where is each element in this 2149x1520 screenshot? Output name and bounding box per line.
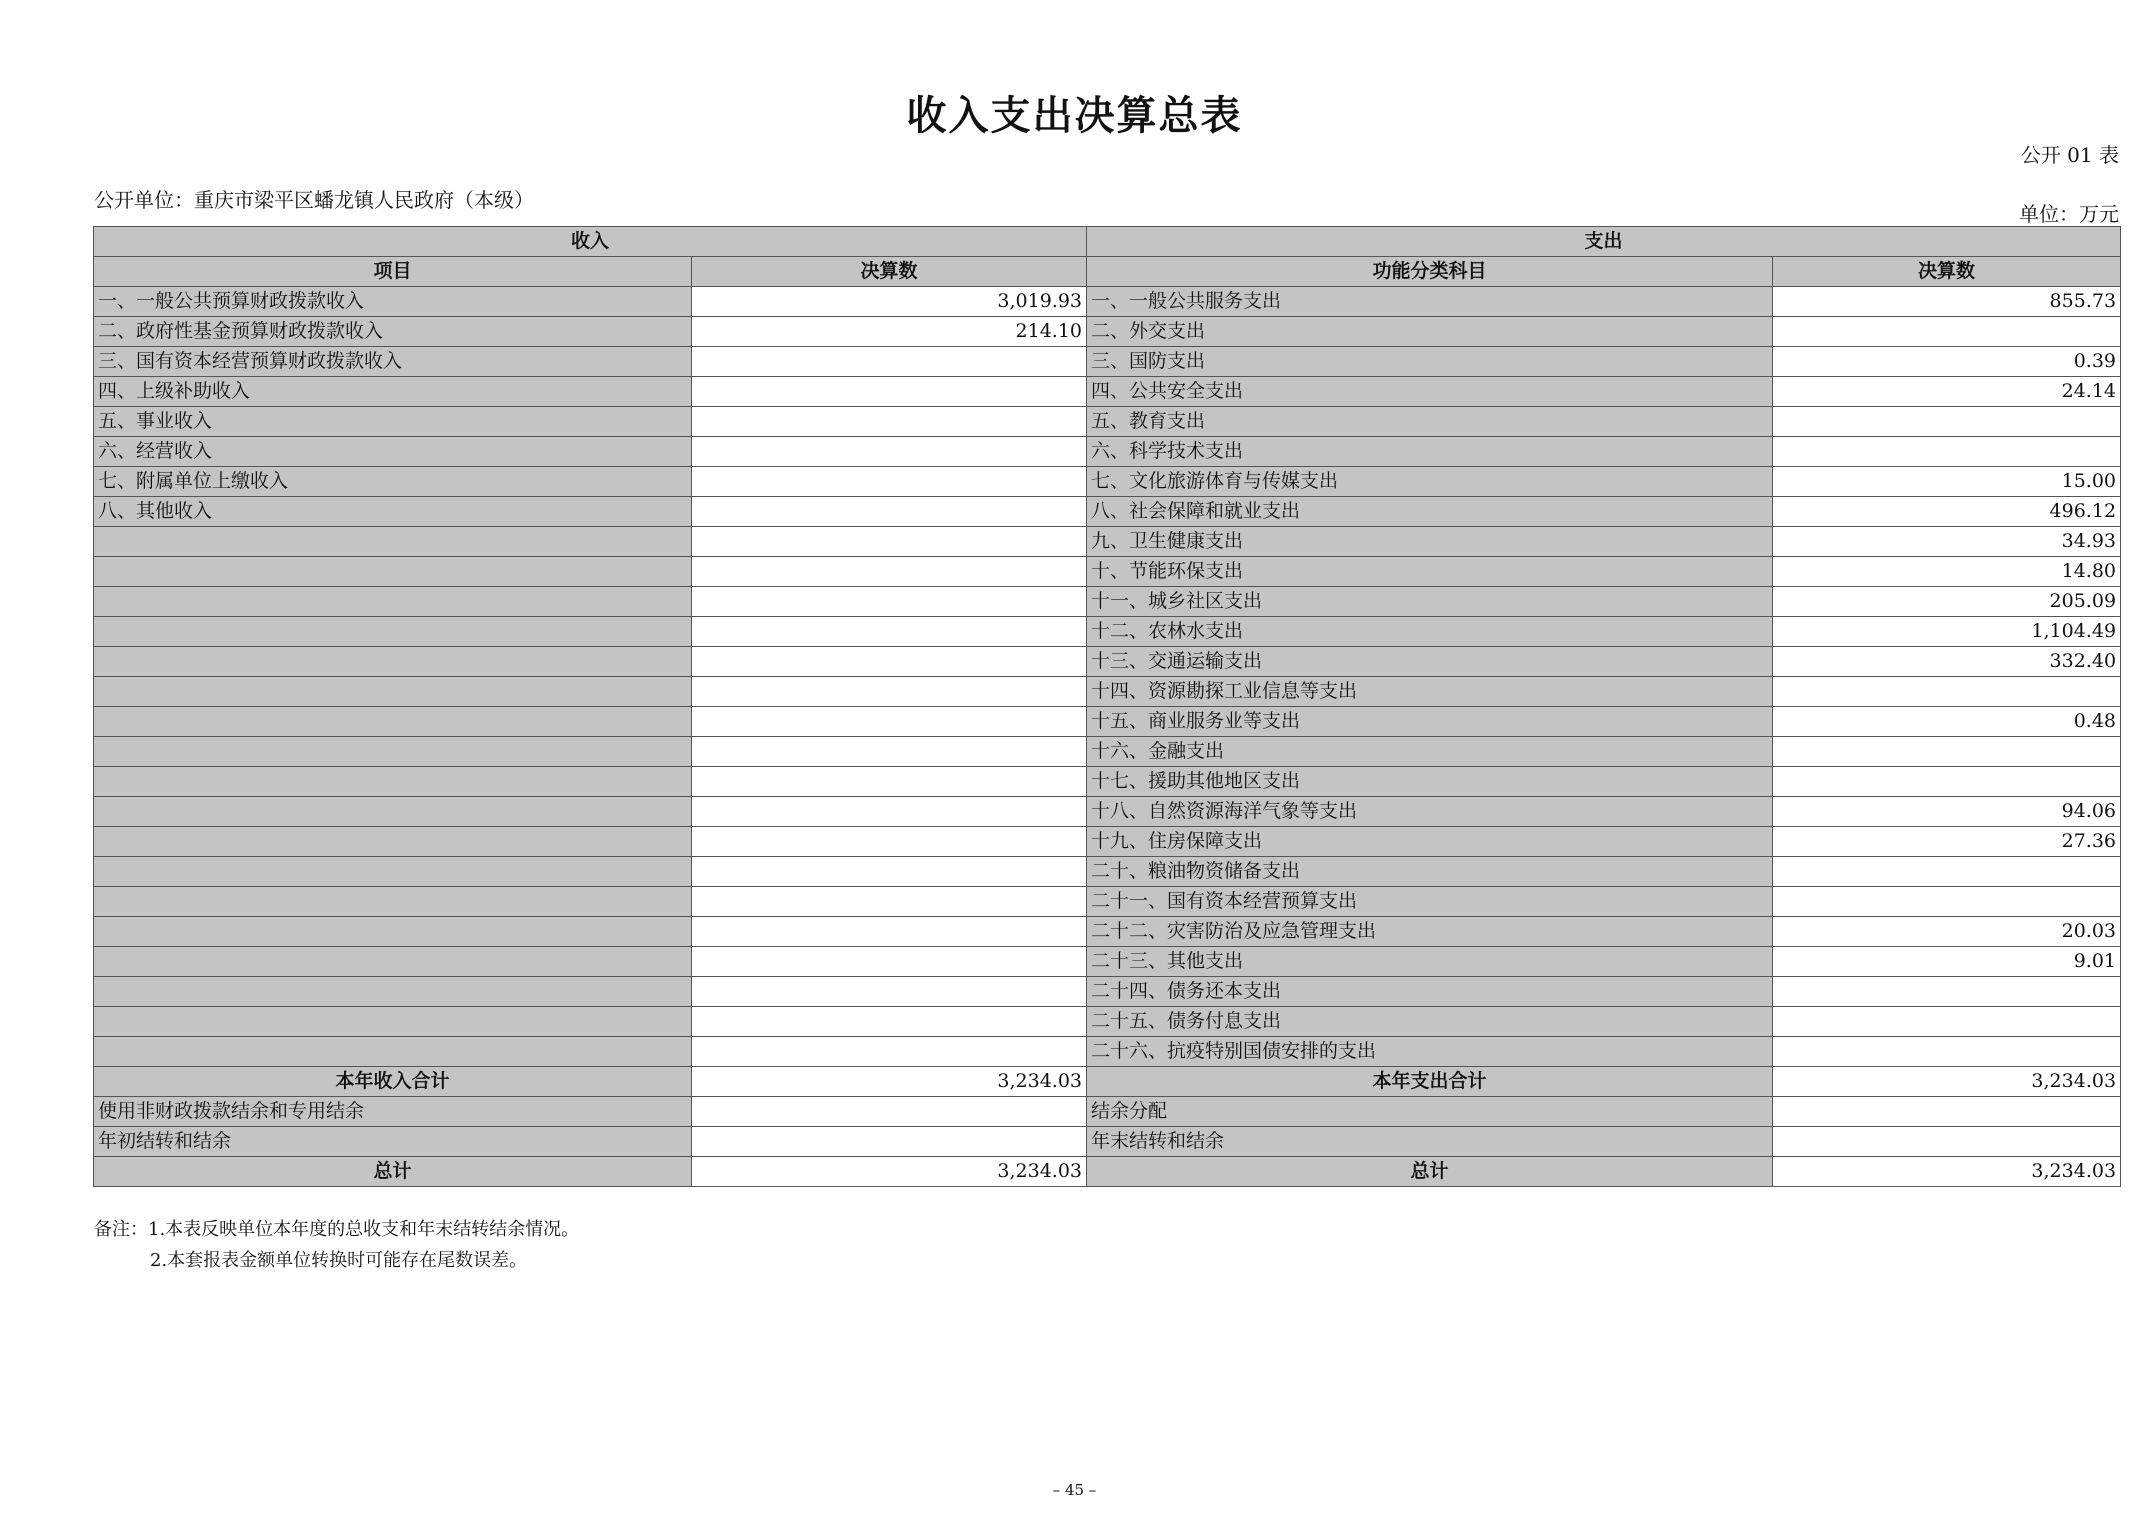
table-row: [94, 767, 2121, 797]
extra-income-item: 使用非财政拨款结余和专用结余: [94, 1097, 692, 1127]
income-item: [94, 587, 692, 617]
expense-item: 二十、粮油物资储备支出: [1087, 857, 1773, 887]
expense-item: 七、文化旅游体育与传媒支出: [1087, 467, 1773, 497]
note-line-1: 备注：1.本表反映单位本年度的总收支和年末结转结余情况。: [94, 1219, 580, 1240]
expense-amount: [1773, 857, 2121, 887]
income-amount: [692, 797, 1087, 827]
expense-item: 三、国防支出: [1087, 347, 1773, 377]
table-row: [94, 287, 2121, 317]
expense-amount: 0.39: [1773, 347, 2121, 377]
income-item: [94, 887, 692, 917]
expense-amount: [1773, 407, 2121, 437]
income-item: [94, 1037, 692, 1067]
income-amount: [692, 377, 1087, 407]
extra-income-item: 年初结转和结余: [94, 1127, 692, 1157]
income-amount: 214.10: [692, 317, 1087, 347]
year-expense-total-label: 本年支出合计: [1087, 1067, 1773, 1097]
income-amount: [692, 737, 1087, 767]
year-expense-total-amount: 3,234.03: [1773, 1067, 2121, 1097]
income-amount: [692, 707, 1087, 737]
table-row: [94, 917, 2121, 947]
income-amount: [692, 647, 1087, 677]
income-item: [94, 617, 692, 647]
extra-income-amount: [692, 1097, 1087, 1127]
table-row: [94, 437, 2121, 467]
income-item: [94, 737, 692, 767]
table-footer: [94, 1067, 2121, 1187]
expense-item: 十八、自然资源海洋气象等支出: [1087, 797, 1773, 827]
table-row: [94, 557, 2121, 587]
income-amount: [692, 827, 1087, 857]
expense-amount-column-header: 决算数: [1773, 257, 2121, 287]
income-amount: [692, 1007, 1087, 1037]
grand-income-total-amount: 3,234.03: [692, 1157, 1087, 1187]
expense-amount: [1773, 977, 2121, 1007]
expense-item: 十七、援助其他地区支出: [1087, 767, 1773, 797]
income-item: [94, 527, 692, 557]
income-item: 八、其他收入: [94, 497, 692, 527]
expense-amount: 0.48: [1773, 707, 2121, 737]
expense-amount: [1773, 1007, 2121, 1037]
expense-item: 二十六、抗疫特别国债安排的支出: [1087, 1037, 1773, 1067]
income-item: 五、事业收入: [94, 407, 692, 437]
expense-item: 一、一般公共服务支出: [1087, 287, 1773, 317]
income-item: 二、政府性基金预算财政拨款收入: [94, 317, 692, 347]
income-amount: [692, 437, 1087, 467]
expense-amount: 34.93: [1773, 527, 2121, 557]
income-amount: [692, 347, 1087, 377]
income-item: [94, 647, 692, 677]
table-row: [94, 377, 2121, 407]
expense-item: 六、科学技术支出: [1087, 437, 1773, 467]
function-subject-column-header: 功能分类科目: [1087, 257, 1773, 287]
expense-item: 二十一、国有资本经营预算支出: [1087, 887, 1773, 917]
expense-amount: 20.03: [1773, 917, 2121, 947]
expense-item: 四、公共安全支出: [1087, 377, 1773, 407]
expense-item: 十三、交通运输支出: [1087, 647, 1773, 677]
expense-amount: 205.09: [1773, 587, 2121, 617]
table-row: [94, 317, 2121, 347]
income-amount: [692, 677, 1087, 707]
income-amount-column-header: 决算数: [692, 257, 1087, 287]
table-row: [94, 467, 2121, 497]
table-row: [94, 827, 2121, 857]
extra-row: [94, 1097, 2121, 1127]
extra-expense-item: 结余分配: [1087, 1097, 1773, 1127]
extra-row: [94, 1127, 2121, 1157]
table-row: [94, 857, 2121, 887]
table-body: [94, 287, 2121, 1067]
table-row: [94, 587, 2121, 617]
income-amount: [692, 977, 1087, 1007]
income-item: 一、一般公共预算财政拨款收入: [94, 287, 692, 317]
income-amount: [692, 467, 1087, 497]
expense-amount: [1773, 767, 2121, 797]
income-item: [94, 947, 692, 977]
grand-total-row: [94, 1157, 2121, 1187]
income-amount: [692, 587, 1087, 617]
income-item: [94, 707, 692, 737]
expense-item: 二十二、灾害防治及应急管理支出: [1087, 917, 1773, 947]
expense-amount: [1773, 737, 2121, 767]
extra-expense-amount: [1773, 1097, 2121, 1127]
expense-item: 八、社会保障和就业支出: [1087, 497, 1773, 527]
expense-amount: [1773, 1037, 2121, 1067]
expense-item: 二十四、债务还本支出: [1087, 977, 1773, 1007]
expense-item: 十二、农林水支出: [1087, 617, 1773, 647]
income-amount: [692, 1037, 1087, 1067]
table-row: [94, 797, 2121, 827]
expense-amount: 496.12: [1773, 497, 2121, 527]
income-amount: [692, 947, 1087, 977]
expense-item: 十六、金融支出: [1087, 737, 1773, 767]
table-row: [94, 707, 2121, 737]
grand-income-total-label: 总计: [94, 1157, 692, 1187]
income-item: [94, 797, 692, 827]
income-item: [94, 917, 692, 947]
table-row: [94, 1007, 2121, 1037]
income-item: [94, 857, 692, 887]
income-item: 四、上级补助收入: [94, 377, 692, 407]
extra-income-amount: [692, 1127, 1087, 1157]
income-item: [94, 557, 692, 587]
income-amount: [692, 767, 1087, 797]
grand-expense-total-amount: 3,234.03: [1773, 1157, 2121, 1187]
income-amount: [692, 557, 1087, 587]
expense-item: 二十三、其他支出: [1087, 947, 1773, 977]
expense-amount: 15.00: [1773, 467, 2121, 497]
table-row: [94, 617, 2121, 647]
income-item: [94, 827, 692, 857]
table-row: [94, 347, 2121, 377]
expense-header: 支出: [1087, 227, 2121, 257]
expense-amount: 855.73: [1773, 287, 2121, 317]
table-row: [94, 1037, 2121, 1067]
income-item: 七、附属单位上缴收入: [94, 467, 692, 497]
expense-item: 九、卫生健康支出: [1087, 527, 1773, 557]
income-amount: 3,019.93: [692, 287, 1087, 317]
expense-item: 十四、资源勘探工业信息等支出: [1087, 677, 1773, 707]
expense-item: 十、节能环保支出: [1087, 557, 1773, 587]
income-item: [94, 677, 692, 707]
table-row: [94, 407, 2121, 437]
year-total-row: [94, 1067, 2121, 1097]
income-amount: [692, 887, 1087, 917]
expense-item: 二十五、债务付息支出: [1087, 1007, 1773, 1037]
income-header: 收入: [94, 227, 1087, 257]
year-income-total-label: 本年收入合计: [94, 1067, 692, 1097]
expense-amount: 9.01: [1773, 947, 2121, 977]
income-amount: [692, 407, 1087, 437]
income-item: 六、经营收入: [94, 437, 692, 467]
income-expense-table: [93, 226, 2121, 1187]
income-amount: [692, 857, 1087, 887]
extra-expense-amount: [1773, 1127, 2121, 1157]
reporting-unit: 公开单位：重庆市梁平区蟠龙镇人民政府（本级）: [94, 188, 534, 212]
table-number: 公开 01 表: [2020, 143, 2119, 167]
expense-item: 十一、城乡社区支出: [1087, 587, 1773, 617]
expense-amount: [1773, 677, 2121, 707]
income-item: [94, 767, 692, 797]
income-amount: [692, 527, 1087, 557]
income-amount: [692, 617, 1087, 647]
expense-item: 五、教育支出: [1087, 407, 1773, 437]
expense-amount: 1,104.49: [1773, 617, 2121, 647]
expense-amount: 332.40: [1773, 647, 2121, 677]
expense-amount: 24.14: [1773, 377, 2121, 407]
page-title: 收入支出决算总表: [906, 93, 1243, 139]
table-row: [94, 647, 2121, 677]
note-line-2: 2.本套报表金额单位转换时可能存在尾数误差。: [150, 1250, 528, 1271]
table-row: [94, 887, 2121, 917]
expense-amount: [1773, 317, 2121, 347]
table-row: [94, 737, 2121, 767]
expense-amount: 94.06: [1773, 797, 2121, 827]
income-item: 三、国有资本经营预算财政拨款收入: [94, 347, 692, 377]
extra-expense-item: 年末结转和结余: [1087, 1127, 1773, 1157]
grand-expense-total-label: 总计: [1087, 1157, 1773, 1187]
item-column-header: 项目: [94, 257, 692, 287]
currency-unit: 单位：万元: [2019, 202, 2119, 226]
income-item: [94, 1007, 692, 1037]
table-row: [94, 527, 2121, 557]
expense-amount: 14.80: [1773, 557, 2121, 587]
table-header: [94, 227, 2121, 287]
table-row: [94, 677, 2121, 707]
income-item: [94, 977, 692, 1007]
page-number: – 45 –: [1052, 1481, 1097, 1499]
year-income-total-amount: 3,234.03: [692, 1067, 1087, 1097]
table-row: [94, 497, 2121, 527]
expense-amount: [1773, 437, 2121, 467]
expense-item: 二、外交支出: [1087, 317, 1773, 347]
table-row: [94, 947, 2121, 977]
income-amount: [692, 497, 1087, 527]
expense-amount: [1773, 887, 2121, 917]
table-row: [94, 977, 2121, 1007]
expense-item: 十九、住房保障支出: [1087, 827, 1773, 857]
expense-amount: 27.36: [1773, 827, 2121, 857]
income-amount: [692, 917, 1087, 947]
expense-item: 十五、商业服务业等支出: [1087, 707, 1773, 737]
